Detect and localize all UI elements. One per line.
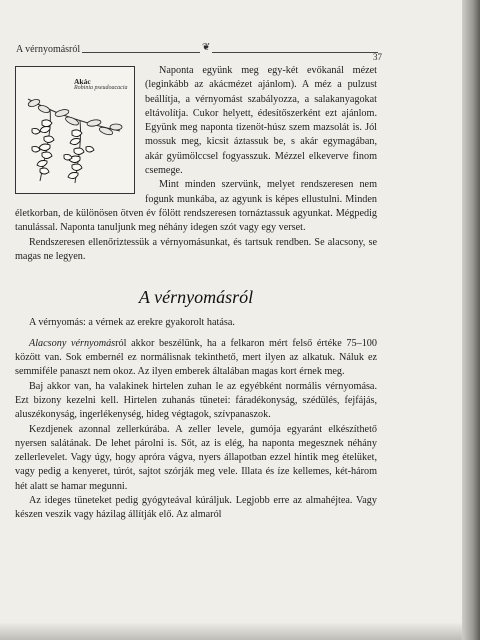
plant-latin-name: Robinia pseudoacacia bbox=[74, 85, 128, 91]
page-bottom-shadow bbox=[0, 622, 462, 640]
ornament-icon: ❦ bbox=[202, 42, 211, 53]
low-pressure-text: ról akkor beszélünk, ha a felkaron mért felső értéke 75–100 között van. Sok embernél ez normálisnak tekinthető, mert ilyen az alkatuk. Náluk ez semmiféle panaszt nem okoz. Az ilyen emberek általában magas kort érnek meg. bbox=[15, 337, 377, 378]
definition: A vérnyomás: a vérnek az erekre gyakorolt hatása. bbox=[29, 317, 235, 329]
paragraph-sudden-drop: Baj akkor van, ha valakinek hirtelen zuhan le az egyébként normális vérnyomása. Ezt bizony kezelni kell. Hirtelen zuhanás tünetei: fáradékonyság, szédülés, fejfájás, aluszékonyság, ingerlékenység, hideg végtagok, szívpanaszok. bbox=[15, 380, 377, 421]
illustration-box bbox=[15, 66, 135, 194]
paragraph-checkup: Rendszeresen ellenőriztessük a vérnyomásunkat, és tartsuk rendben. Se alacsony, se magas ne legyen. bbox=[15, 236, 377, 262]
acacia-illustration-icon bbox=[20, 91, 130, 189]
page-number: 37 bbox=[373, 52, 382, 62]
body-text bbox=[15, 64, 377, 523]
paragraph-celery-cure: Kezdjenek azonnal zellerkúrába. A zeller levele, gumója egyaránt elkészíthető nyersen salátának. De lehet párolni is. Sőt, az is elég, ha naponta megesznek néhány zellerlevelet. Vagy úgy, hogy apróra vágva, nyers állapotban ezzel hintik meg ételüket, vagy pedig a kenyeret, túrót, sajtot szórják meg vele. Illata és íze kellemes, két-három hét alatt se hamar megunni. bbox=[15, 423, 377, 492]
paragraph-low-pressure bbox=[15, 337, 377, 380]
plant-name: Akác bbox=[74, 77, 91, 86]
section-heading: A vérnyomásról bbox=[138, 287, 254, 308]
paragraph-brain: Mint minden szervünk, melyet rendszeresen nem fogunk munkába, az agyunk is képes ellustulni. Minden életkorban, de különösen ötven év fölött rendszeresen tornáztassuk agyunkat. Mégpedig tanulással. Naponta tanuljunk meg néhány idegen szót vagy egy verset. bbox=[15, 179, 377, 234]
running-title: A vérnyomásról bbox=[16, 44, 81, 55]
paragraph-herbal-tea: Az ideges tüneteket pedig gyógyteával kúráljuk. Legjobb erre az almahéjtea. Vagy készen veszik vagy házilag állítják elő. Az almaról bbox=[15, 495, 377, 521]
paragraph-honey: Naponta együnk meg egy-két evőkanál mézet (leginkább az akácmézet ajánlom). A méz a pulzust beállítja, a vérnyomást szabályozza, a salakanyagokat eltávolítja. Cukor helyett, édesítőszerként ezt ajánlom. Együnk meg naponta tizenöt-húsz szem mazsolát is. Jól mossuk meg, kicsit áztassuk be, s akár egymagában, akár gyümölccsel fogyasszuk. Mézzel elkeverve finom csemege. bbox=[145, 65, 377, 177]
term-low-pressure: Alacsony vérnyomás bbox=[29, 337, 116, 349]
book-edge bbox=[462, 0, 480, 640]
header-rule bbox=[82, 52, 378, 53]
